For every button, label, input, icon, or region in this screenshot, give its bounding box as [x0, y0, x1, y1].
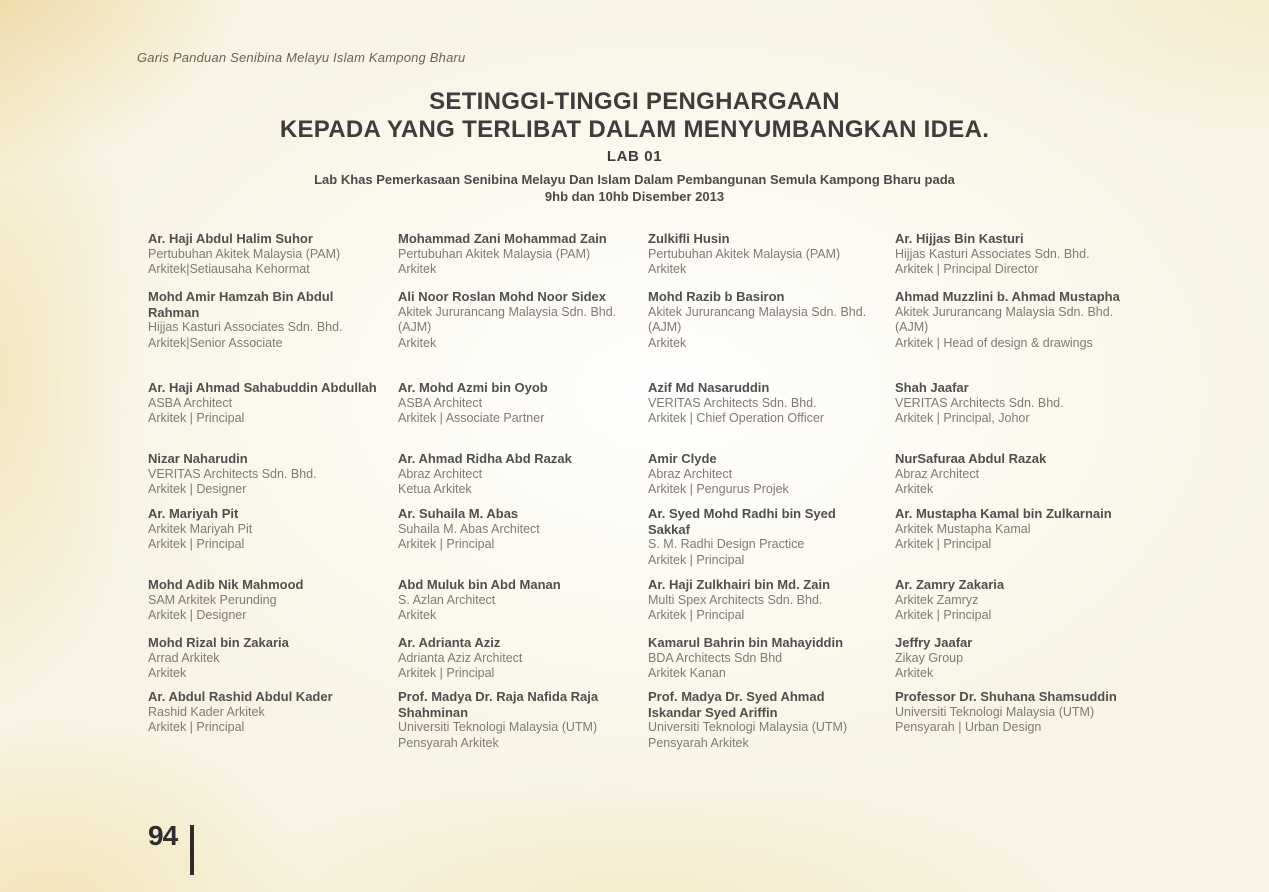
participant-name: Ar. Mustapha Kamal bin Zulkarnain [895, 506, 1112, 521]
participant-role: Arkitek Kanan [648, 666, 726, 680]
participant-entry [895, 289, 1160, 380]
participant-name: Mohd Razib b Basiron [648, 289, 785, 304]
participant-name: Ar. Abdul Rashid Abdul Kader [148, 689, 333, 704]
participant-entry [648, 451, 895, 506]
participant-organization: Pertubuhan Akitek Malaysia (PAM) [648, 246, 841, 261]
participant-organization: Universiti Teknologi Malaysia (UTM) [648, 720, 848, 734]
participant-organization: Abraz Architect [895, 466, 980, 481]
participant-organization: Hijjas Kasturi Associates Sdn. Bhd. [895, 246, 1090, 261]
participant-organization: Universiti Teknologi Malaysia (UTM) [895, 704, 1095, 719]
participant-role: Arkitek [648, 335, 687, 350]
page-number-block [148, 820, 177, 852]
subtitle [0, 171, 1269, 205]
participant-role: Arkitek | Principal, Johor [895, 411, 1030, 425]
participant-entry [398, 231, 648, 289]
participant-organization: Arkitek Mustapha Kamal [895, 521, 1031, 536]
participant-role: Arkitek | Principal [648, 552, 745, 567]
participant-role: Arkitek | Principal [148, 411, 245, 425]
participant-entry [648, 380, 895, 451]
participant-entry [148, 506, 398, 577]
participant-role: Arkitek | Principal [148, 720, 245, 734]
participant-organization: SAM Arkitek Perunding [148, 592, 277, 607]
participant-organization: VERITAS Architects Sdn. Bhd. [895, 395, 1064, 410]
participant-role: Pensyarah Arkitek [648, 735, 749, 750]
participant-name: Zulkifli Husin [648, 231, 730, 246]
participant-name: Amir Clyde [648, 451, 717, 466]
participant-organization: VERITAS Architects Sdn. Bhd. [148, 466, 317, 481]
page-number: 94 [148, 820, 178, 851]
participant-organization: Pertubuhan Akitek Malaysia (PAM) [398, 246, 591, 261]
participant-role: Arkitek|Setiausaha Kehormat [148, 262, 310, 276]
participant-role: Arkitek [895, 482, 934, 496]
participant-organization: Akitek Jururancang Malaysia Sdn. Bhd. (AJM) [648, 304, 867, 334]
page-number-divider-bar [190, 825, 194, 875]
participant-entry [148, 689, 398, 751]
participant-entry [895, 380, 1160, 451]
participant-name: Mohd Amir Hamzah Bin Abdul Rahman [148, 289, 334, 320]
participant-name: Ar. Mariyah Pit [148, 506, 239, 521]
page-title-line-1: SETINGGI-TINGGI PENGHARGAAN [429, 88, 840, 115]
participant-role: Pensyarah Arkitek [398, 735, 499, 750]
participant-organization: Zikay Group [895, 650, 964, 665]
participant-entry [148, 635, 398, 689]
participant-name: Ar. Suhaila M. Abas [398, 506, 519, 521]
participant-role: Arkitek [895, 666, 934, 680]
participant-role: Arkitek [398, 335, 437, 350]
participant-entry [648, 231, 895, 289]
participant-organization: Pertubuhan Akitek Malaysia (PAM) [148, 246, 341, 261]
participant-name: Abd Muluk bin Abd Manan [398, 577, 561, 592]
subtitle-line-1: Lab Khas Pemerkasaan Senibina Melayu Dan Islam Dalam Pembangunan Semula Kampong Bharu pada [314, 172, 955, 187]
participant-organization: S. Azlan Architect [398, 592, 496, 607]
participant-entry [398, 451, 648, 506]
participant-organization: Hijjas Kasturi Associates Sdn. Bhd. [148, 320, 343, 334]
participant-organization: BDA Architects Sdn Bhd [648, 650, 783, 665]
participants-grid [148, 231, 1160, 751]
participant-role: Arkitek | Head of design & drawings [895, 335, 1093, 350]
participant-entry [648, 506, 895, 577]
participant-organization: Abraz Architect [398, 466, 483, 481]
participant-name: Ar. Hijjas Bin Kasturi [895, 231, 1024, 246]
participant-name: Ar. Ahmad Ridha Abd Razak [398, 451, 572, 466]
participant-entry [398, 289, 648, 380]
participant-role: Arkitek [398, 608, 437, 622]
participant-role: Arkitek [148, 666, 187, 680]
participant-entry [398, 577, 648, 635]
participant-entry [148, 577, 398, 635]
participant-role: Arkitek | Principal [895, 537, 992, 551]
participant-organization: Adrianta Aziz Architect [398, 650, 523, 665]
participant-name: Shah Jaafar [895, 380, 969, 395]
participant-name: Ar. Haji Ahmad Sahabuddin Abdullah [148, 380, 377, 395]
lab-label: LAB 01 [606, 148, 663, 165]
participant-organization: Multi Spex Architects Sdn. Bhd. [648, 592, 823, 607]
participant-entry [148, 231, 398, 289]
participant-entry [398, 380, 648, 451]
participant-entry [398, 506, 648, 577]
participant-entry [895, 506, 1160, 577]
participant-name: Ar. Adrianta Aziz [398, 635, 501, 650]
participant-name: Ar. Haji Zulkhairi bin Md. Zain [648, 577, 831, 592]
participant-organization: Arkitek Zamryz [895, 592, 979, 607]
participant-organization: Arrad Arkitek [148, 650, 220, 665]
participant-name: NurSafuraa Abdul Razak [895, 451, 1047, 466]
participant-organization: S. M. Radhi Design Practice [648, 537, 805, 551]
participant-organization: Universiti Teknologi Malaysia (UTM) [398, 720, 598, 734]
subtitle-line-2: 9hb dan 10hb Disember 2013 [544, 189, 725, 204]
participant-name: Ahmad Muzzlini b. Ahmad Mustapha [895, 289, 1120, 304]
participant-name: Ar. Mohd Azmi bin Oyob [398, 380, 548, 395]
participant-entry [148, 380, 398, 451]
participant-role: Arkitek | Designer [148, 482, 247, 496]
participant-role: Arkitek [398, 262, 437, 276]
participant-name: Ar. Haji Abdul Halim Suhor [148, 231, 313, 246]
participant-role: Arkitek | Associate Partner [398, 411, 545, 425]
participant-entry [648, 689, 895, 751]
participant-organization: Rashid Kader Arkitek [148, 704, 265, 719]
participant-name: Kamarul Bahrin bin Mahayiddin [648, 635, 844, 650]
participant-role: Arkitek | Principal [398, 666, 495, 680]
participant-organization: ASBA Architect [398, 395, 483, 410]
participant-role: Arkitek | Pengurus Projek [648, 482, 789, 496]
participant-organization: Akitek Jururancang Malaysia Sdn. Bhd. (AJM) [895, 304, 1114, 334]
participant-name: Jeffry Jaafar [895, 635, 973, 650]
participant-role: Arkitek|Senior Associate [148, 335, 283, 350]
participant-name: Ar. Zamry Zakaria [895, 577, 1005, 592]
participant-role: Arkitek | Principal [648, 608, 745, 622]
participant-organization: VERITAS Architects Sdn. Bhd. [648, 395, 817, 410]
participant-name: Nizar Naharudin [148, 451, 248, 466]
participant-role: Arkitek | Principal [398, 537, 495, 551]
participant-organization: Arkitek Mariyah Pit [148, 521, 253, 536]
participant-entry [148, 451, 398, 506]
participant-role: Arkitek [648, 262, 687, 276]
participant-entry [895, 635, 1160, 689]
participant-entry [895, 231, 1160, 289]
participant-name: Mohammad Zani Mohammad Zain [398, 231, 607, 246]
participant-organization: Abraz Architect [648, 466, 733, 481]
participant-entry [648, 577, 895, 635]
participant-entry [398, 635, 648, 689]
page-title-line-2: KEPADA YANG TERLIBAT DALAM MENYUMBANGKAN IDEA. [279, 116, 990, 143]
participant-entry [148, 289, 398, 380]
participant-entry [648, 289, 895, 380]
participant-name: Prof. Madya Dr. Raja Nafida Raja Shahminan [398, 689, 599, 720]
participant-organization: Akitek Jururancang Malaysia Sdn. Bhd. (AJM) [398, 304, 617, 334]
participant-entry [895, 577, 1160, 635]
participant-name: Mohd Rizal bin Zakaria [148, 635, 289, 650]
participant-name: Mohd Adib Nik Mahmood [148, 577, 304, 592]
participant-name: Azif Md Nasaruddin [648, 380, 770, 395]
participant-name: Professor Dr. Shuhana Shamsuddin [895, 689, 1117, 704]
participant-entry [895, 451, 1160, 506]
participant-role: Arkitek | Designer [148, 608, 247, 622]
participant-role: Pensyarah | Urban Design [895, 720, 1042, 734]
participant-name: Prof. Madya Dr. Syed Ahmad Iskandar Syed Ariffin [648, 689, 825, 720]
participant-entry [398, 689, 648, 751]
participant-name: Ar. Syed Mohd Radhi bin Syed Sakkaf [648, 506, 836, 537]
participant-entry [648, 635, 895, 689]
participant-entry [895, 689, 1160, 751]
participant-role: Arkitek | Principal Director [895, 262, 1039, 276]
participant-role: Arkitek | Principal [895, 608, 992, 622]
running-header: Garis Panduan Senibina Melayu Islam Kampong Bharu [137, 50, 466, 65]
participant-organization: Suhaila M. Abas Architect [398, 521, 540, 536]
title-block [0, 88, 1269, 205]
participant-role: Arkitek | Chief Operation Officer [648, 411, 825, 425]
participant-role: Arkitek | Principal [148, 537, 245, 551]
participant-organization: ASBA Architect [148, 395, 233, 410]
participant-name: Ali Noor Roslan Mohd Noor Sidex [398, 289, 607, 304]
participant-role: Ketua Arkitek [398, 482, 472, 496]
